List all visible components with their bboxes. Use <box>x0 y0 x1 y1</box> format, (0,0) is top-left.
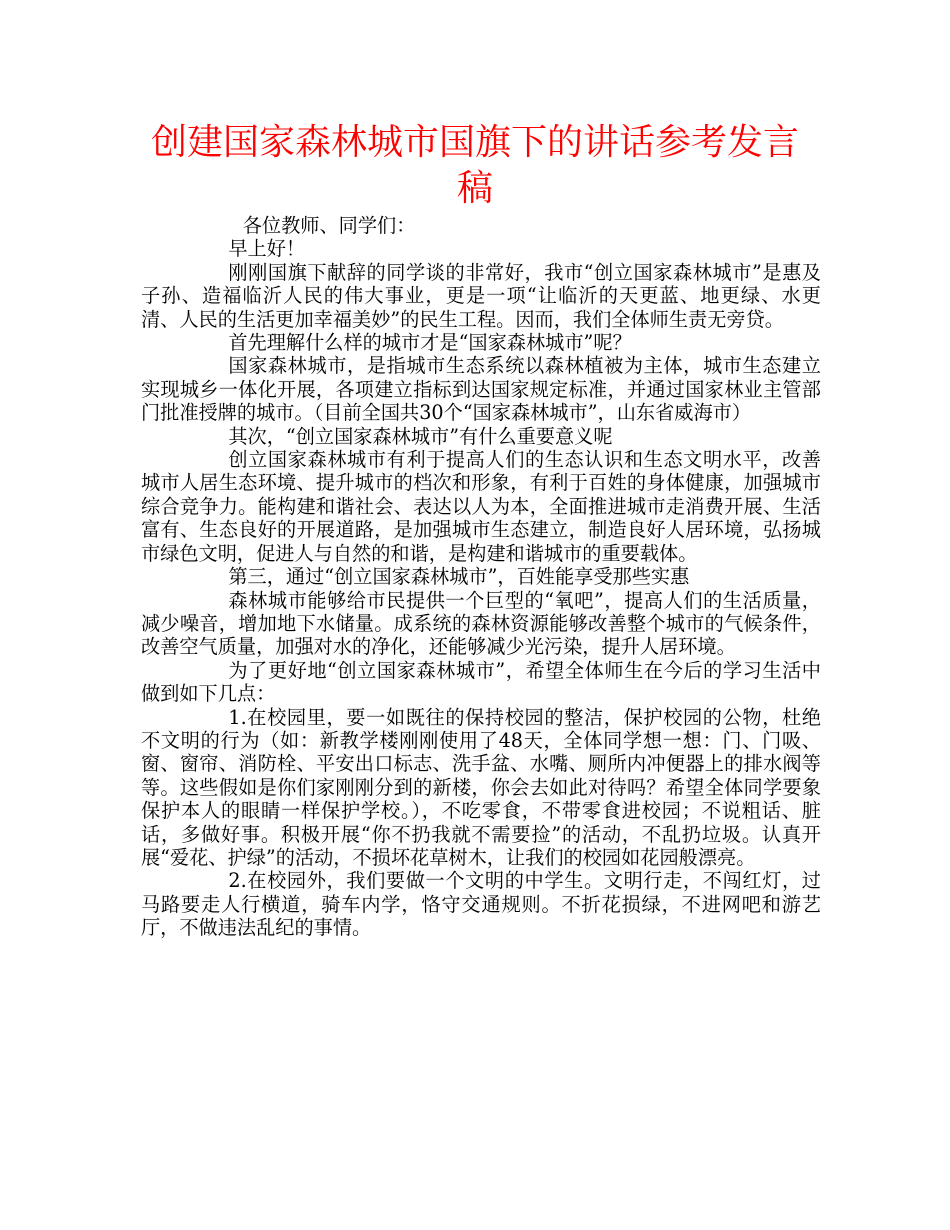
paragraph: 1.在校园里，要一如既往的保持校园的整洁，保护校园的公物，杜绝不文明的行为（如：新教学楼刚刚使用了48天，全体同学想一想：门、门吸、窗、窗帘、消防栓、平安出口标志、洗手盆、水嘴、厕所内冲便器上的排水阀等等。这些假如是你们家刚刚分到的新楼，你会去如此对待吗？希望全体同学要象保护本人的眼睛一样保护学校。），不吃零食，不带零食进校园；不说粗话、脏话，多做好事。积极开展“你不扔我就不需要捡”的活动，不乱扔垃圾。认真开展“爱花、护绿”的活动，不损坏花草树木，让我们的校园如花园般漂亮。 <box>141 705 821 869</box>
paragraph: 2.在校园外，我们要做一个文明的中学生。文明行走，不闯红灯，过马路要走人行横道，骑车内学，恪守交通规则。不折花损绿，不进网吧和游艺厅，不做违法乱纪的事情。 <box>141 869 821 940</box>
title-line-1: 创建国家森林城市国旗下的讲话参考发言 <box>150 122 799 163</box>
document-title <box>140 120 810 212</box>
paragraph: 第三，通过“创立国家森林城市”，百姓能享受那些实惠 <box>228 565 690 589</box>
document-body <box>141 214 821 940</box>
paragraph: 刚刚国旗下献辞的同学谈的非常好，我市“创立国家森林城市”是惠及子孙、造福临沂人民的伟大事业，更是一项“让临沂的天更蓝、地更绿、水更清、人民的生活更加幸福美妙”的民生工程。因而，我们全体师生责无旁贷。 <box>141 260 821 331</box>
title-line-2: 稿 <box>456 168 493 209</box>
paragraph: 首先理解什么样的城市才是“国家森林城市”呢？ <box>228 331 632 355</box>
paragraph: 创立国家森林城市有利于提高人们的生态认识和生态文明水平，改善城市人居生态环境、提升城市的档次和形象，有利于百姓的身体健康，加强城市综合竞争力。能构建和谐社会、表达以人为本，全面推进城市走消费开展、生活富有、生态良好的开展道路，是加强城市生态建立，制造良好人居环境，弘扬城市绿色文明，促进人与自然的和谐，是构建和谐城市的重要载体。 <box>141 448 821 565</box>
paragraph: 其次，“创立国家森林城市”有什么重要意义呢 <box>228 424 613 448</box>
paragraph-salutation: 各位教师、同学们： <box>242 214 416 237</box>
paragraph: 森林城市能够给市民提供一个巨型的“氧吧”，提高人们的生活质量，减少噪音，增加地下水储量。成系统的森林资源能够改善整个城市的气候条件，改善空气质量，加强对水的净化，还能够减少光污染，提升人居环境。 <box>141 588 821 659</box>
paragraph-greeting: 早上好！ <box>228 237 306 261</box>
paragraph: 为了更好地“创立国家森林城市”，希望全体师生在今后的学习生活中做到如下几点： <box>141 658 821 706</box>
paragraph: 国家森林城市，是指城市生态系统以森林植被为主体，城市生态建立实现城乡一体化开展，各项建立指标到达国家规定标准，并通过国家林业主管部门批准授牌的城市。（目前全国共30个“国家森林城市”，山东省威海市） <box>141 354 821 425</box>
